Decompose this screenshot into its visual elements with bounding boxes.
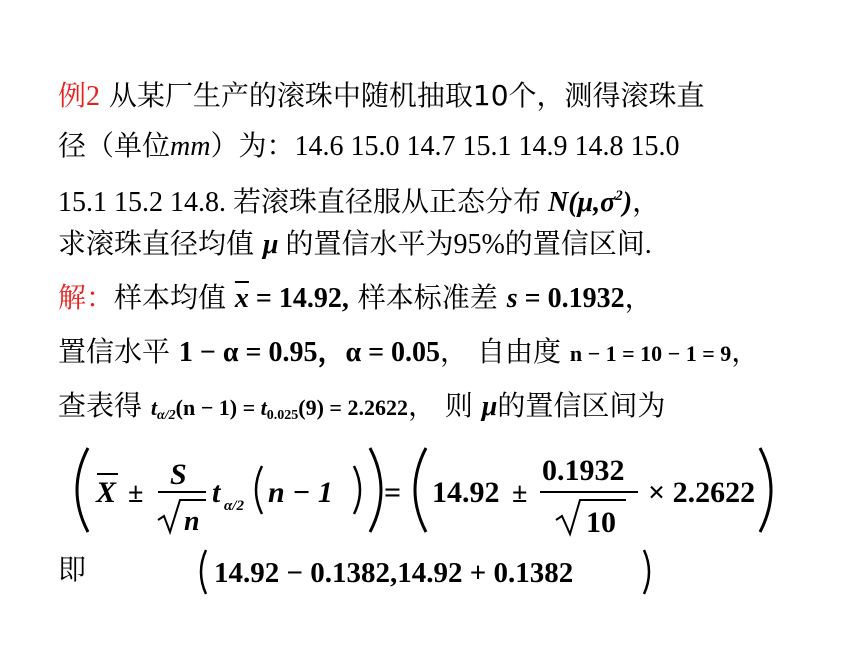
x-bar: X	[96, 476, 117, 509]
mean-value: 14.92	[432, 476, 500, 509]
left-big-paren-2	[415, 448, 426, 532]
sample-mean-symbol: $\overline{x}$	[234, 283, 249, 314]
solution-line-2: 置信水平 1 − α = 0.95，α = 0.05， 自由度 n − 1 = 10 − 1 = 9，	[58, 335, 760, 368]
alpha-value: ，α = 0.05	[317, 337, 441, 368]
n-minus-1: n − 1	[268, 476, 333, 509]
problem-line-1	[58, 76, 705, 117]
right-big-paren-2	[760, 448, 771, 532]
mu-symbol-2: μ	[481, 391, 498, 422]
solution-line-1: 解：样本均值 $\overline{x} = 14.92$, 样本标准差 s = 0.1932，	[58, 281, 653, 314]
times-value: × 2.2622	[648, 476, 756, 509]
degrees-of-freedom: n − 1 = 10 − 1 = 9	[569, 341, 732, 366]
final-interval-text: 14.92 − 0.1382,14.92 + 0.1382	[214, 557, 574, 589]
fraction-numerator-s: S	[170, 458, 187, 491]
final-interval	[196, 544, 696, 600]
inner-right-paren	[354, 466, 360, 514]
plus-minus: ±	[128, 478, 144, 509]
sample-sd-symbol: s	[506, 283, 518, 314]
solution-line-3: 查表得 $t_{\alpha/2}(n - 1) = t_{0.025}(9) = 2.2622$， 则 μ的置信区间为	[58, 389, 666, 423]
t-subscript: α/2	[224, 498, 244, 514]
problem-line-4	[58, 224, 652, 265]
problem-line-2	[58, 126, 679, 167]
sample-values: ）为：14.6 15.0 14.7 15.1 14.9 14.8 15.0	[210, 131, 680, 162]
problem-text-4: 求滚珠直径均值	[58, 227, 263, 260]
plus-minus-2: ±	[512, 478, 528, 509]
problem-text-1: 从某厂生产的滚珠中随机抽取10个，测得滚珠直	[100, 79, 705, 112]
t-quantile: $t_{\alpha/2}(n - 1) = t_{0.025}(9) = 2.2622$	[150, 395, 408, 423]
sqrt-ten: 10	[586, 506, 616, 539]
sample-mean-value: = 14.92,	[248, 283, 349, 314]
sample-sd-value: = 0.1932	[517, 283, 625, 314]
equals-sign: =	[384, 476, 402, 509]
problem-text-4b: 的置信水平为95%的置信区间.	[278, 229, 652, 260]
normal-distribution-formula: $N(\mu,\sigma^2)$	[548, 187, 633, 218]
problem-text-2a: 径（单位	[58, 129, 171, 162]
problem-text-3: 15.1 15.2 14.8. 若滚珠直径服从正态分布	[58, 187, 549, 218]
t-symbol: t	[212, 476, 221, 509]
inner-left-paren	[256, 466, 262, 514]
fraction-numerator: 0.1932	[542, 454, 625, 487]
final-line	[58, 550, 86, 590]
final-left-paren	[201, 550, 206, 594]
final-right-paren	[644, 550, 649, 594]
left-big-paren	[77, 448, 88, 532]
right-big-paren	[370, 448, 381, 532]
unit-mm: mm	[170, 131, 211, 162]
example-label: 例2	[58, 81, 101, 112]
confidence-interval-formula	[0, 440, 860, 550]
solution-label: 解：	[58, 281, 115, 314]
final-label: 即	[58, 553, 87, 586]
sqrt-n: n	[184, 506, 200, 537]
problem-line-3: 15.1 15.2 14.8. 若滚珠直径服从正态分布 $N(\mu,\sigma^2)$，	[58, 185, 661, 218]
mu-symbol: μ	[262, 229, 279, 260]
confidence-level: 1 − α = 0.95	[178, 337, 318, 368]
